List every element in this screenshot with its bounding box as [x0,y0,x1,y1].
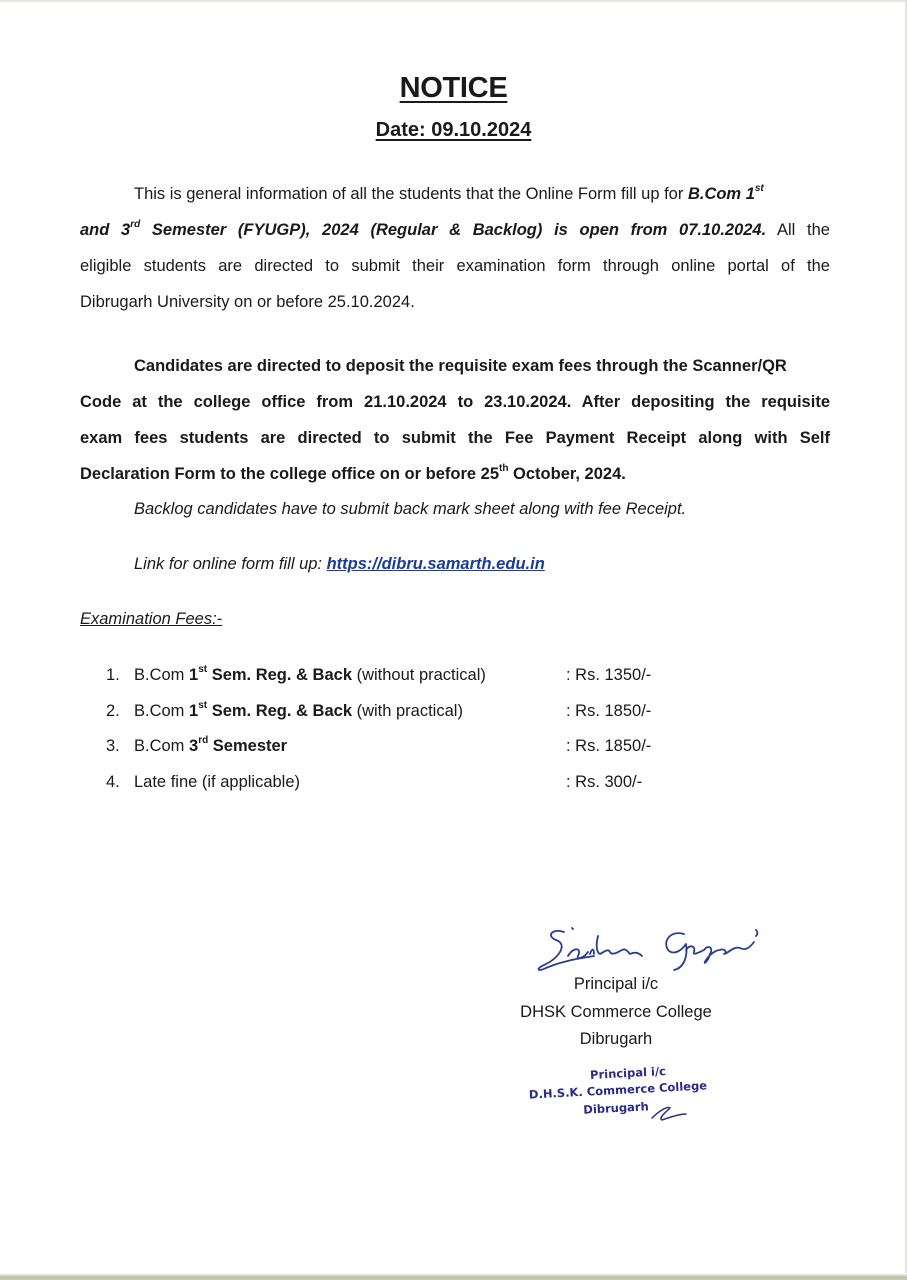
scan-edge-bottom [0,1273,907,1280]
paragraph2-deadline: October, 2024. [508,465,626,483]
superscript: st [198,663,208,675]
fee-item-number: 1. [106,666,120,684]
fee-item-2 [106,699,463,721]
fee-item-category: Sem. Reg. & Back [207,666,352,684]
notice-title-wrap [0,72,907,105]
paragraph1-deadline: Dibrugarh University on or before 25.10.2024. [80,293,415,311]
paragraph2-text: Declaration Form to the college office on or before 25 [80,465,499,483]
fee-item-semester: 3 [189,737,199,755]
paragraph1-text: All the [766,221,830,239]
stamp-college: D.H.S.K. Commerce College [528,1078,708,1102]
signatory-place: Dibrugarh [579,1030,653,1048]
stamp-place: Dibrugarh [582,1099,650,1117]
fee-item-3 [106,734,288,756]
fee-item-category: Sem. Reg. & Back [207,702,352,720]
fee-item-3-amount: : Rs. 1850/- [566,737,652,755]
paragraph1-line4 [80,293,830,312]
fee-item-number: 4. [106,773,120,791]
signatory-designation: Principal i/c [573,975,659,993]
fee-item-label: Late fine (if applicable) [134,773,301,791]
fee-item-4 [106,773,300,792]
fees-heading: Examination Fees:- [80,610,223,628]
paragraph1-line3 [80,257,830,276]
fee-item-semester: 1 [189,702,199,720]
online-form-link[interactable]: https://dibru.samarth.edu.in [326,555,545,573]
paragraph1-line1 [134,182,830,204]
fee-item-number: 3. [106,737,120,755]
paragraph2-text: Candidates are directed to deposit the requisite exam fees through the Scanner/QR [134,357,787,375]
stamp-designation: Principal i/c [589,1064,667,1082]
fee-item-number: 2. [106,702,120,720]
backlog-note: Backlog candidates have to submit back mark sheet along with fee Receipt. [134,500,687,518]
superscript: rd [130,218,141,230]
paragraph2-line1 [134,357,830,376]
notice-date-wrap [0,119,907,142]
fee-item-2-amount: : Rs. 1850/- [566,702,652,720]
notice-title: NOTICE [399,72,508,104]
paragraph1-course: B.Com 1 [687,185,755,203]
paragraph1-semester: and 3 [80,221,131,239]
paragraph1-open-date: Semester (FYUGP), 2024 (Regular & Backlog) is open from 07.10.2024. [140,221,767,239]
notice-date: Date: 09.10.2024 [375,119,532,141]
superscript: st [754,182,764,194]
fee-item-note: (with practical) [352,702,463,720]
paragraph2-text: Code at the college office from 21.10.2024 to 23.10.2024. After depositing the requisite [80,393,830,411]
handwritten-signature-icon [534,922,784,978]
paragraph2-text: exam fees students are directed to submit the Fee Payment Receipt along with Self [80,429,830,447]
signatory-college: DHSK Commerce College [520,1003,712,1021]
scan-edge-top [0,0,907,3]
stamp-initials-icon [648,1104,688,1124]
fee-item-4-amount: : Rs. 300/- [566,773,643,791]
fee-item-1-amount: : Rs. 1350/- [566,666,652,684]
fee-item-note: (without practical) [352,666,486,684]
superscript: th [499,462,509,474]
fee-item-category: Semester [208,737,288,755]
fee-item-label: B.Com [134,666,190,684]
paragraph1-text: eligible students are directed to submit their examination form through online portal of the [80,257,830,275]
paragraph1-text: This is general information of all the students that the Online Form fill up for [134,185,688,203]
online-link-label: Link for online form fill up: [134,555,327,573]
fee-item-label: B.Com [134,737,190,755]
fee-item-label: B.Com [134,702,190,720]
superscript: rd [198,734,209,746]
fee-item-semester: 1 [189,666,199,684]
online-link-line [134,555,884,574]
paragraph2-line3 [80,429,830,448]
paragraph2-line4 [80,462,830,484]
superscript: st [198,699,208,711]
fee-item-1 [106,663,486,685]
paragraph2-line2 [80,393,830,412]
paragraph1-line2 [80,218,830,240]
